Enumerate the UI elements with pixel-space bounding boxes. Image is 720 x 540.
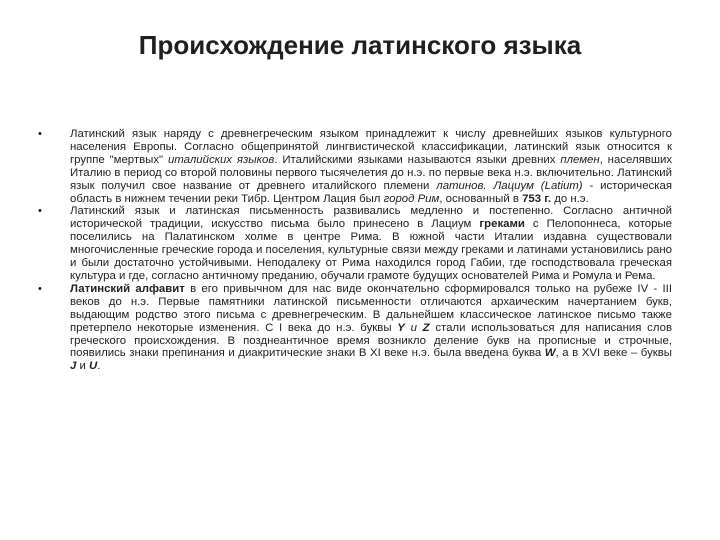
text-segment: и (76, 360, 90, 373)
text-segment: - историческая область в нижнем течении реки Тибр. Центром Лация был (70, 179, 672, 205)
text-segment: J (70, 360, 77, 373)
bullet-list (38, 128, 672, 373)
list-item (38, 205, 672, 282)
text-segment: , населявших Италию в период со второй половины первого тысячелетия до н.э. по первые века н.э. включительно. Латинский язык получил свое название от древнего италийского племени (70, 153, 673, 192)
text-segment: до н.э. (551, 192, 589, 205)
text-segment: , основанный в (439, 192, 523, 205)
text-segment: стали использоваться для написания слов греческого происхождения. В позднеантичное время возникло деление букв на прописные и строчные, появились знаки препинания и диакритические знаки В XI веке н.э. была введена буква (70, 321, 672, 360)
text-segment: W (544, 347, 556, 360)
text-segment: Латинский язык и латинская письменность развивались медленно и постепенно. Согласно античной исторической традиции, искусство письма было принесено в Лациум (70, 205, 672, 231)
paragraph-writing (70, 205, 672, 282)
text-segment: . (97, 360, 101, 373)
text-segment: Y (397, 321, 405, 334)
text-segment: U (89, 360, 98, 373)
list-item (38, 283, 672, 373)
paragraph-alphabet (70, 283, 672, 373)
paragraph-origin (70, 128, 672, 205)
slide-title: Происхождение латинского языка (138, 30, 582, 60)
text-segment: Z (422, 321, 430, 334)
text-segment: и (404, 321, 423, 334)
text-segment: италийских языков (167, 153, 275, 166)
text-segment: 753 г. (522, 192, 552, 205)
text-segment: город Рим (383, 192, 440, 205)
text-segment: латинов. Лациум (Latium) (436, 179, 583, 192)
text-segment: греками (479, 218, 525, 231)
bullet-marker: • (38, 205, 42, 218)
text-segment: , а в XVI веке – буквы (555, 347, 672, 360)
text-segment: . Италийскими языками называются языки древних (274, 153, 561, 166)
text-segment: в его привычном для нас виде окончательно сформировался только на рубеже IV - III веков до н.э. Первые памятники латинской письменности отличаются архаическим начертанием букв, выдающим родство этого письма с древнегреческим. В дальнейшем классическое латинское письмо также претерпело некоторые изменения. С I века до н.э. буквы (70, 282, 673, 334)
list-item (38, 128, 672, 205)
text-segment: Латинский язык наряду с древнегреческим языком принадлежит к числу древнейших языков культурного населения Европы. Согласно общепринятой лингвистической классификации, латинский язык относится к группе "мертвых" (70, 128, 672, 166)
text-segment: Латинский алфавит (70, 282, 185, 295)
text-segment: с Пелопоннеса, которые поселились на Палатинском холме в центре Рима. В южной части Италии издавна существовали многочисленные греческие города и поселения, культурные связи между греками и латинами установились рано и были достаточно устойчивыми. Неподалеку от Рима находился город Габии, где господствовала греческая культура и где, согласно античному преданию, обучали грамоте будущих основателей Рима и Ромула и Рема. (70, 218, 672, 282)
text-segment: племен (560, 153, 600, 166)
bullet-marker: • (38, 128, 42, 140)
bullet-marker: • (38, 282, 42, 295)
